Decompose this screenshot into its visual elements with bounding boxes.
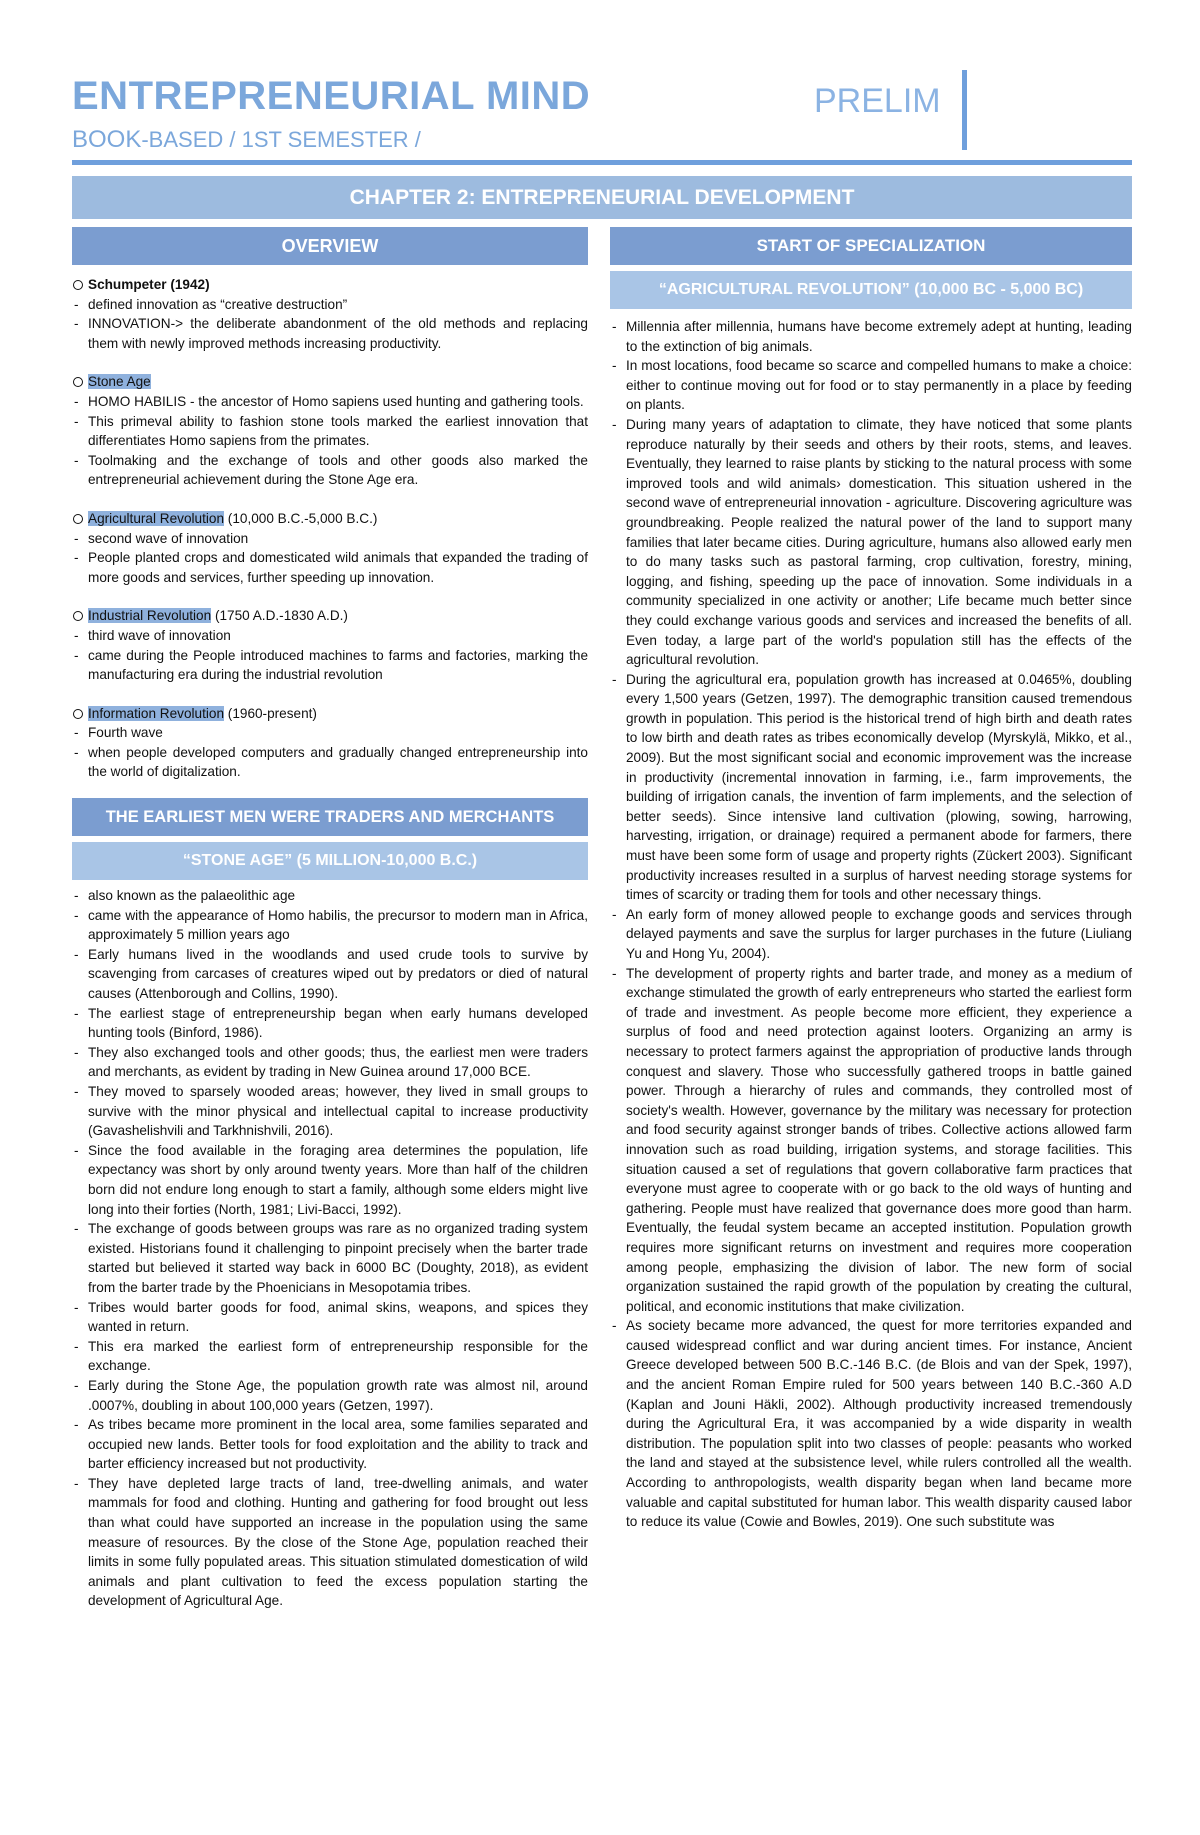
industrial-heading: Industrial Revolution (1750 A.D.-1830 A.D.) <box>72 606 588 626</box>
list-item: - defined innovation as “creative destruction” <box>72 295 588 315</box>
page-header <box>72 74 1132 166</box>
left-column <box>72 227 588 1611</box>
list-item: - Toolmaking and the exchange of tools and other goods also marked the entrepreneurial achievement during the Stone Age era. <box>72 451 588 490</box>
list-item: - Early humans lived in the woodlands and used crude tools to survive by scavenging from carcases of creatures wiped out by predators or died of natural causes (Attenborough and Collins, 1990). <box>72 945 588 1004</box>
list-item: - came during the People introduced machines to farms and factories, marking the manufacturing era during the industrial revolution <box>72 646 588 685</box>
traders-heading: THE EARLIEST MEN WERE TRADERS AND MERCHANTS <box>72 798 588 836</box>
agricultural-revolution-list <box>610 317 1132 1532</box>
document-subtitle <box>72 126 421 154</box>
list-item: - HOMO HABILIS - the ancestor of Homo sapiens used hunting and gathering tools. <box>72 392 588 412</box>
agricultural-heading: Agricultural Revolution (10,000 B.C.-5,000 B.C.) <box>72 509 588 529</box>
list-item: - During the agricultural era, population growth has increased at 0.0465%, doubling every 1,500 years (Getzen, 1997). The demographic transition caused tremendous growth in population. This period is the historical trend of high birth and death rates to low birth and death rates as tribes economically develop (Myrskylä, Mikko, et al., 2009). But the most significant social and economic improvement was the increase in productivity (incremental innovation in farming, i.e., farm improvements, the building of irrigation canals, the invention of farm implements, and the selection of better seeds). Since intensive land cultivation (plowing, sowing, harrowing, harvesting, irrigation, or drainage) required a permanent abode for farmers, there must have been some form of usage and property rights (Zückert 2003). Significant productivity increases resulted in a surplus of harvest needing storage systems for times of scarcity or trading them for tools and other necessary things. <box>610 670 1132 905</box>
subtitle-rest: -BASED / 1ST SEMESTER / <box>141 127 421 152</box>
list-item: - The development of property rights and barter trade, and money as a medium of exchange stimulated the growth of early entrepreneurs who started the earliest form of trade and investment. As people become more efficient, they experience a surplus of food and need protection against looters. Organizing an army is necessary to protect farmers against the appropriation of productive lands through conquest and slavery. Those who successfully gathered troops in battle gained power. Through a hierarchy of rules and commands, they controlled most of society's wealth. However, governance by the military was necessary for protection and food security against stronger bands of tribes. Collective actions allowed farm innovation such as road building, irrigation systems, and storage facilities. This situation caused a set of regulations that govern collaborative farm practices that everyone must agree to cooperate with or go back to the old ways of hunting and gathering. People must have realized that governance does more good than harm. Eventually, the feudal system became an accepted institution. Population growth requires more significant returns on investment and requires more cooperation among people, emphasizing the division of labor. The new form of social organization sustained the rapid growth of the population by creating the cultural, political, and economic institutions that make civilization. <box>610 964 1132 1317</box>
header-rule <box>72 160 1132 165</box>
chapter-title: CHAPTER 2: ENTREPRENEURIAL DEVELOPMENT <box>72 176 1132 219</box>
header-divider <box>962 70 967 150</box>
stone-age-list <box>72 392 588 490</box>
information-list <box>72 723 588 782</box>
list-item: - As tribes became more prominent in the local area, some families separated and occupied new lands. Better tools for food exploitation and the ability to track and barter efficiency increased but not productivity. <box>72 1415 588 1474</box>
list-item: - INNOVATION-> the deliberate abandonment of the old methods and replacing them with newly improved methods increasing productivity. <box>72 314 588 353</box>
list-item: - Millennia after millennia, humans have become extremely adept at hunting, leading to the extinction of big animals. <box>610 317 1132 356</box>
list-item: - During many years of adaptation to climate, they have noticed that some plants reproduce naturally by their seeds and others by their roots, stems, and leaves. Eventually, they learned to raise plants by sticking to the natural process with some improved tools and wild animals› domestication. This situation ushered in the second wave of entrepreneurial innovation - agriculture. Discovering agriculture was groundbreaking. People realized the natural power of the land to support many families that later became cities. During agriculture, humans also allowed early men to do many tasks such as pastoral farming, crop cultivation, forestry, mining, logging, and fishing, speeding up the pace of innovation. Some individuals in a community specialized in one activity or another; Life became much better since they could exchange various goods and services and increased the benefits of all. Even today, a large part of the world's population still has the effects of the agricultural revolution. <box>610 415 1132 670</box>
list-item: - when people developed computers and gradually changed entrepreneurship into the world of digitalization. <box>72 743 588 782</box>
list-item: - They also exchanged tools and other goods; thus, the earliest men were traders and merchants, as evident by trading in New Guinea around 17,000 BCE. <box>72 1043 588 1082</box>
list-item: - The earliest stage of entrepreneurship began when early humans developed hunting tools (Binford, 1986). <box>72 1004 588 1043</box>
list-item: - People planted crops and domesticated wild animals that expanded the trading of more goods and services, further speeding up innovation. <box>72 548 588 587</box>
stone-age-era-heading: “STONE AGE” (5 MILLION-10,000 B.C.) <box>72 842 588 880</box>
stone-age-heading: Stone Age <box>72 372 588 392</box>
list-item: - third wave of innovation <box>72 626 588 646</box>
list-item: - They have depleted large tracts of land, tree-dwelling animals, and water mammals for food and clothing. Hunting and gathering for food brought out less than what could have supported an increase in the population using the same measure of resources. By the close of the Stone Age, population reached their limits in some fully populated areas. This situation stimulated domestication of wild animals and plant cultivation to feed the excess population starting the development of Agricultural Age. <box>72 1474 588 1611</box>
subtitle-book: BOOK <box>72 126 142 153</box>
industrial-list <box>72 626 588 685</box>
list-item: - An early form of money allowed people to exchange goods and services through delayed payments and save the surplus for larger purchases in the future (Liuliang Yu and Hong Yu, 2004). <box>610 905 1132 964</box>
overview-body <box>72 275 588 782</box>
list-item: - This era marked the earliest form of entrepreneurship responsible for the exchange. <box>72 1337 588 1376</box>
list-item: - also known as the palaeolithic age <box>72 886 588 906</box>
list-item: - As society became more advanced, the quest for more territories expanded and caused widespread conflict and war during ancient times. For instance, Ancient Greece developed between 500 B.C.-146 B.C. (de Blois and van der Spek, 1997), and the ancient Roman Empire ruled for 500 years between 140 B.C.-360 A.D (Kaplan and Jouni Häkli, 2002). Although productivity increased tremendously during the Agricultural Era, it was accompanied by a wide disparity in wealth distribution. The population split into two classes of people: peasants who worked the land and stayed at the subsistence level, while rulers controlled all the wealth. According to anthropologists, wealth disparity began when land became more valuable and capital substituted for human labor. This wealth disparity caused labor to reduce its value (Cowie and Bowles, 2019). One such substitute was <box>610 1316 1132 1532</box>
list-item: - second wave of innovation <box>72 529 588 549</box>
list-item: - Since the food available in the foraging area determines the population, life expectancy was short by only around twenty years. More than half of the children born did not endure long enough to start a family, although some elders might live long into their forties (North, 1981; Livi-Bacci, 1992). <box>72 1141 588 1219</box>
stone-age-era-list <box>72 886 588 1611</box>
document-title: ENTREPRENEURIAL MIND <box>72 74 591 118</box>
list-item: - This primeval ability to fashion stone tools marked the earliest innovation that differentiates Homo sapiens from the primates. <box>72 412 588 451</box>
agricultural-revolution-heading: “AGRICULTURAL REVOLUTION” (10,000 BC - 5,000 BC) <box>610 271 1132 309</box>
list-item: - came with the appearance of Homo habilis, the precursor to modern man in Africa, approximately 5 million years ago <box>72 906 588 945</box>
list-item: - Fourth wave <box>72 723 588 743</box>
list-item: - They moved to sparsely wooded areas; however, they lived in small groups to survive with the minor physical and intellectual capital to increase productivity (Gavashelishvili and Tarkhnishvili, 2016). <box>72 1082 588 1141</box>
agricultural-list <box>72 529 588 588</box>
schumpeter-heading: Schumpeter (1942) <box>72 275 588 295</box>
list-item: - In most locations, food became so scarce and compelled humans to make a choice: either to continue moving out for food or to stay permanently in a place by feeding on plants. <box>610 356 1132 415</box>
list-item: - The exchange of goods between groups was rare as no organized trading system existed. Historians found it challenging to pinpoint precisely when the barter trade started but believed it started way back in 6000 BC (Doughty, 2018), as evident from the barter trade by the Phoenicians in Mesopotamia tribes. <box>72 1219 588 1297</box>
term-label: PRELIM <box>814 82 941 120</box>
information-heading: Information Revolution (1960-present) <box>72 704 588 724</box>
list-item: - Early during the Stone Age, the population growth rate was almost nil, around .0007%, doubling in about 100,000 years (Getzen, 1997). <box>72 1376 588 1415</box>
list-item: - Tribes would barter goods for food, animal skins, weapons, and spices they wanted in return. <box>72 1298 588 1337</box>
overview-heading: OVERVIEW <box>72 227 588 265</box>
specialization-heading: START OF SPECIALIZATION <box>610 227 1132 265</box>
right-column <box>610 227 1132 1532</box>
schumpeter-list <box>72 295 588 354</box>
